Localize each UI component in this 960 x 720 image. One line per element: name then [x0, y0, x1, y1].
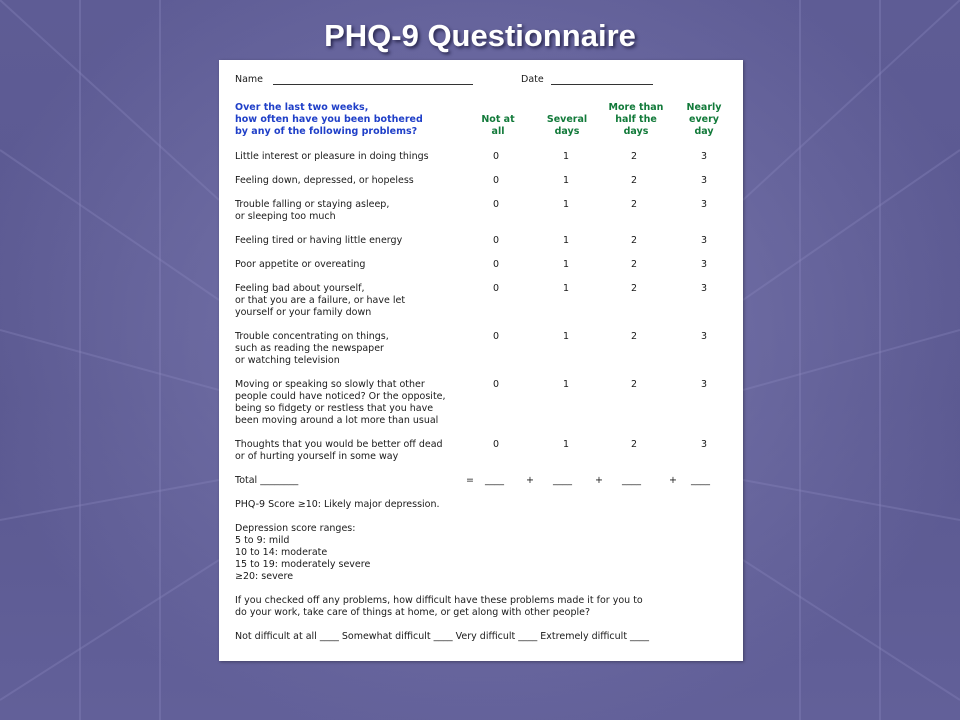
item-6-text: Feeling bad about yourself, or that you are a failure, or have let yourself or your family down: [235, 283, 406, 318]
column-header-not-at-all: Not at all: [481, 114, 515, 137]
name-label: Name: [235, 74, 264, 85]
score-ranges: Depression score ranges: 5 to 9: mild 10 to 14: moderate 15 to 19: moderately severe ≥20: severe: [235, 523, 371, 582]
item-1-text: Little interest or pleasure in doing things: [235, 151, 429, 162]
item-8-score-3: 3: [701, 379, 708, 390]
total-blank-col2: ____: [622, 475, 641, 486]
item-3-score-2: 2: [631, 199, 638, 210]
total-plus-2: +: [595, 475, 603, 486]
item-3-text: Trouble falling or staying asleep, or sleeping too much: [235, 199, 390, 222]
item-9-score-0: 0: [493, 439, 500, 450]
total-blank-col3: ____: [691, 475, 710, 486]
item-4-score-0: 0: [493, 235, 500, 246]
item-1-score-0: 0: [493, 151, 500, 162]
item-4-score-2: 2: [631, 235, 638, 246]
slide-title: PHQ-9 Questionnaire: [324, 18, 636, 53]
item-5-text: Poor appetite or overeating: [235, 259, 366, 270]
item-2-score-2: 2: [631, 175, 638, 186]
item-7-score-3: 3: [701, 331, 708, 342]
phq9-form: [219, 60, 743, 661]
item-5-score-2: 2: [631, 259, 638, 270]
item-5-score-0: 0: [493, 259, 500, 270]
column-header-nearly-every-day: Nearly every day: [686, 102, 722, 137]
item-6-score-3: 3: [701, 283, 708, 294]
item-4-score-3: 3: [701, 235, 708, 246]
item-7-score-2: 2: [631, 331, 638, 342]
name-line: [273, 84, 473, 85]
item-3-score-3: 3: [701, 199, 708, 210]
item-1-score-1: 1: [563, 151, 570, 162]
total-plus-3: +: [669, 475, 677, 486]
item-9-text: Thoughts that you would be better off dead or of hurting yourself in some way: [235, 439, 443, 462]
column-header-more-than-half: More than half the days: [608, 102, 664, 137]
total-equals: =: [466, 475, 474, 486]
item-1-score-2: 2: [631, 151, 638, 162]
item-6-score-1: 1: [563, 283, 570, 294]
item-9-score-1: 1: [563, 439, 570, 450]
difficulty-question: If you checked off any problems, how difficult have these problems made it for you to do your work, take care of things at home, or get along with other people?: [235, 595, 643, 618]
item-4-text: Feeling tired or having little energy: [235, 235, 403, 246]
item-9-score-3: 3: [701, 439, 708, 450]
item-8-score-0: 0: [493, 379, 500, 390]
item-7-text: Trouble concentrating on things, such as reading the newspaper or watching television: [235, 331, 389, 366]
item-7-score-0: 0: [493, 331, 500, 342]
difficulty-options: Not difficult at all ____ Somewhat difficult ____ Very difficult ____ Extremely difficult ____: [235, 631, 650, 642]
total-plus-1: +: [526, 475, 534, 486]
item-3-score-0: 0: [493, 199, 500, 210]
score-note: PHQ-9 Score ≥10: Likely major depression.: [235, 499, 440, 510]
question-header: Over the last two weeks, how often have you been bothered by any of the following problems?: [235, 102, 423, 137]
item-2-text: Feeling down, depressed, or hopeless: [235, 175, 414, 186]
item-8-text: Moving or speaking so slowly that other people could have noticed? Or the opposite, being so fidgety or restless that you have been moving around a lot more than usual: [235, 379, 446, 426]
date-label: Date: [521, 74, 544, 85]
date-line: [551, 84, 653, 85]
total-blank-col1: ____: [553, 475, 572, 486]
item-1-score-3: 3: [701, 151, 708, 162]
item-4-score-1: 1: [563, 235, 570, 246]
item-2-score-0: 0: [493, 175, 500, 186]
item-8-score-1: 1: [563, 379, 570, 390]
item-9-score-2: 2: [631, 439, 638, 450]
item-3-score-1: 1: [563, 199, 570, 210]
item-2-score-1: 1: [563, 175, 570, 186]
column-header-several-days: Several days: [546, 114, 588, 137]
item-8-score-2: 2: [631, 379, 638, 390]
total-blank-col0: ____: [485, 475, 504, 486]
item-7-score-1: 1: [563, 331, 570, 342]
item-5-score-1: 1: [563, 259, 570, 270]
item-5-score-3: 3: [701, 259, 708, 270]
item-6-score-0: 0: [493, 283, 500, 294]
item-6-score-2: 2: [631, 283, 638, 294]
total-label: Total ________: [235, 475, 299, 486]
item-2-score-3: 3: [701, 175, 708, 186]
